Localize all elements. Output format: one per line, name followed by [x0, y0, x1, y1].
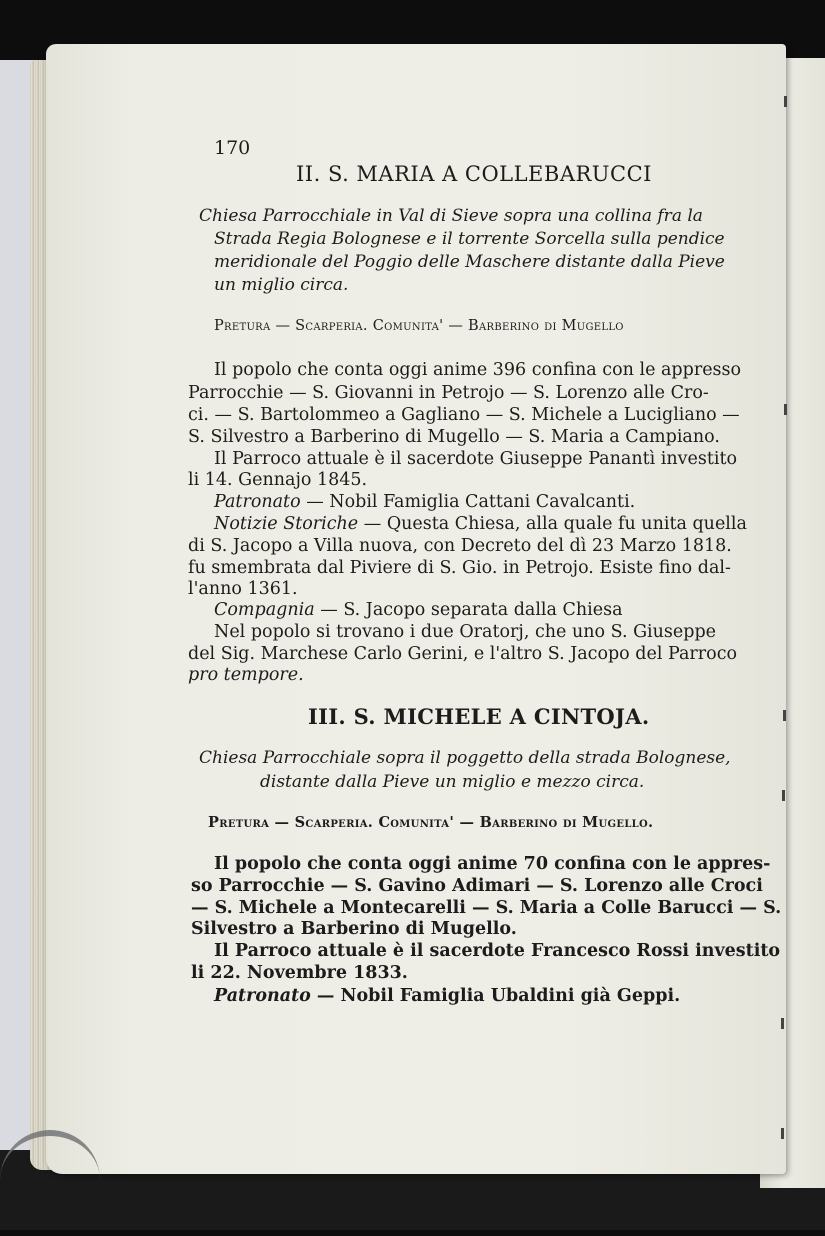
margin-mark	[784, 404, 787, 415]
section-ii-title: II. S. MARIA A COLLEBARUCCI	[296, 162, 652, 186]
section-ii-patronato-text: — Nobil Famiglia Cattani Cavalcanti.	[306, 492, 636, 512]
section-ii-description-line: Chiesa Parrocchiale in Val di Sieve sopra una collina fra la	[199, 206, 703, 226]
section-iii-patronato	[214, 988, 680, 1006]
margin-mark	[781, 1128, 784, 1139]
section-ii-body-line: Il Parroco attuale è il sacerdote Giuseppe Panantì investito	[214, 449, 738, 469]
section-iii-body-line: Il Parroco attuale è il sacerdote Francesco Rossi investito	[214, 941, 781, 961]
eyeglasses-frame	[0, 1130, 100, 1236]
section-iii-title: III. S. MICHELE A CINTOJA.	[308, 704, 650, 729]
section-ii-body-line: Parrocchie — S. Giovanni in Petrojo — S. Lorenzo alle Cro-	[188, 383, 709, 403]
margin-mark	[784, 96, 787, 107]
margin-mark	[781, 1018, 784, 1029]
margin-mark	[783, 710, 786, 721]
section-ii-notizie	[214, 516, 747, 534]
section-iii-pretura: Pretura — Scarperia. Comunita' — Barberino di Mugello.	[208, 814, 654, 831]
section-ii-compagnia-label: Compagnia	[214, 600, 315, 620]
section-ii-oratori-line: Nel popolo si trovano i due Oratorj, che uno S. Giuseppe	[214, 622, 717, 642]
section-ii-body-line: ci. — S. Bartolommeo a Gagliano — S. Michele a Lucigliano —	[188, 405, 740, 425]
section-ii-patronato	[214, 494, 635, 512]
section-iii-body-line: li 22. Novembre 1833.	[191, 963, 408, 983]
section-ii-description-line: un miglio circa.	[214, 275, 349, 295]
section-iii-description-line: Chiesa Parrocchiale sopra il poggetto della strada Bolognese,	[199, 748, 731, 768]
margin-mark	[782, 790, 785, 801]
section-ii-description-line: meridionale del Poggio delle Maschere distante dalla Pieve	[214, 252, 725, 272]
section-iii-body-line: Silvestro a Barberino di Mugello.	[191, 919, 517, 939]
section-ii-oratori-line: pro tempore.	[188, 665, 304, 685]
section-ii-body-line: S. Silvestro a Barberino di Mugello — S. Maria a Campiano.	[188, 427, 720, 447]
section-ii-notizie-line: di S. Jacopo a Villa nuova, con Decreto del dì 23 Marzo 1818.	[188, 536, 732, 556]
section-ii-body-line: Il popolo che conta oggi anime 396 confina con le appresso	[214, 360, 742, 380]
section-iii-patronato-label: Patronato	[214, 986, 311, 1006]
section-ii-notizie-line: l'anno 1361.	[188, 579, 298, 599]
section-ii-body-line: li 14. Gennajo 1845.	[188, 470, 368, 490]
section-iii-patronato-text: — Nobil Famiglia Ubaldini già Geppi.	[316, 986, 681, 1006]
section-ii-compagnia-text: — S. Jacopo separata dalla Chiesa	[320, 600, 623, 620]
section-ii-notizie-line: fu smembrata dal Piviere di S. Gio. in Petrojo. Esiste fino dal-	[188, 558, 731, 578]
section-ii-patronato-label: Patronato	[214, 492, 301, 512]
section-ii-description-line: Strada Regia Bolognese e il torrente Sorcella sulla pendice	[214, 229, 725, 249]
page-number: 170	[214, 137, 251, 159]
section-ii-compagnia	[214, 602, 623, 620]
section-ii-oratori-line: del Sig. Marchese Carlo Gerini, e l'altro S. Jacopo del Parroco	[188, 644, 738, 664]
section-ii-notizie-label: Notizie Storiche	[214, 514, 359, 534]
section-ii-pretura: Pretura — Scarperia. Comunita' — Barberino di Mugello	[214, 318, 624, 334]
section-iii-body-line: so Parrocchie — S. Gavino Adimari — S. Lorenzo alle Croci	[191, 876, 763, 896]
section-iii-description-line: distante dalla Pieve un miglio e mezzo circa.	[260, 772, 645, 792]
section-ii-notizie-first: — Questa Chiesa, alla quale fu unita quella	[363, 514, 747, 534]
section-iii-body-line: Il popolo che conta oggi anime 70 confina con le appres-	[214, 854, 771, 874]
section-iii-body-line: — S. Michele a Montecarelli — S. Maria a Colle Barucci — S.	[191, 898, 782, 918]
